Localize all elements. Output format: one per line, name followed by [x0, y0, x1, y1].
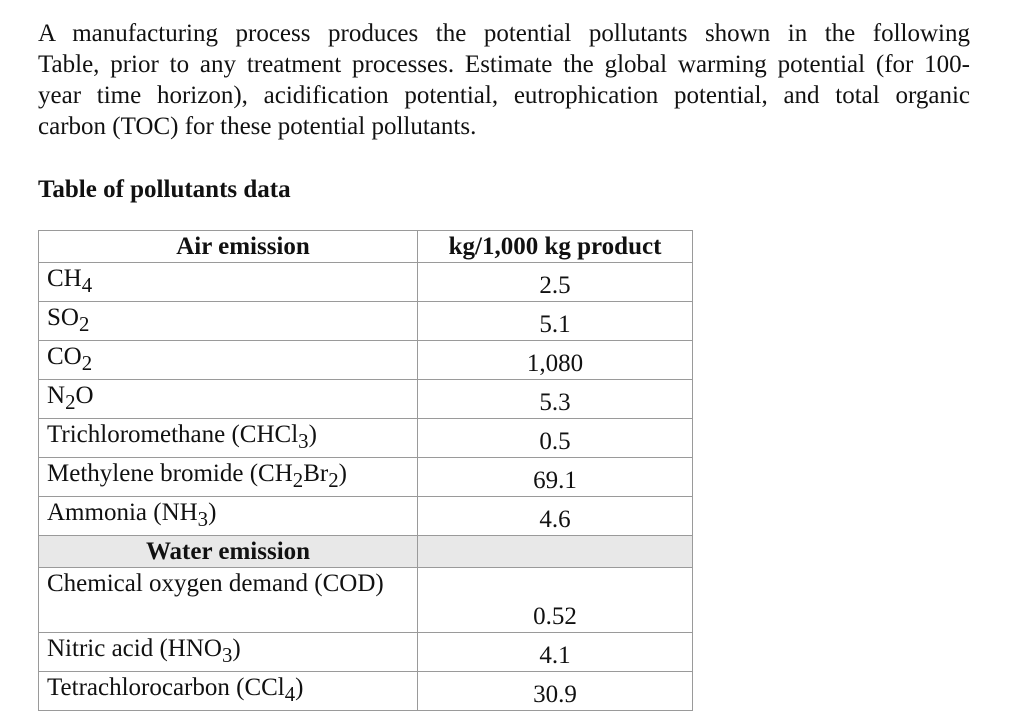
pollutant-name: $SO_2$	[39, 302, 418, 341]
problem-line: year time horizon), acidification potential, eutrophication potential, and total organic	[38, 82, 970, 109]
table-row	[39, 672, 693, 711]
table-row	[39, 497, 693, 536]
pollutant-name: Trichloromethane (CHCl$_3$)	[39, 419, 418, 458]
pollutant-name: $CH_4$	[39, 263, 418, 302]
pollutants-table	[38, 230, 693, 711]
pollutant-value: 4.6	[418, 497, 693, 536]
pollutant-value: 0.5	[418, 419, 693, 458]
pollutant-name: Chemical oxygen demand (COD)	[39, 568, 418, 633]
header-air-emission: Air emission	[39, 231, 418, 263]
table-row	[39, 419, 693, 458]
pollutant-value: 1,080	[418, 341, 693, 380]
pollutant-value: 4.1	[418, 633, 693, 672]
pollutant-value: 5.3	[418, 380, 693, 419]
pollutant-value: 5.1	[418, 302, 693, 341]
table-header-row	[39, 231, 693, 263]
table-row	[39, 633, 693, 672]
pollutant-name: $CO_2$	[39, 341, 418, 380]
problem-line: A manufacturing process produces the potential pollutants shown in the following	[38, 20, 970, 47]
pollutant-name: Methylene bromide $(CH_2Br_2)$	[39, 458, 418, 497]
problem-line: carbon (TOC) for these potential pollutants.	[38, 113, 477, 140]
pollutant-value: 69.1	[418, 458, 693, 497]
pollutant-value: 30.9	[418, 672, 693, 711]
problem-line: Table, prior to any treatment processes. Estimate the global warming potential (for 100-	[38, 51, 970, 78]
pollutant-name: $N_2O$	[39, 380, 418, 419]
pollutant-name: Nitric acid $(HNO_3)$	[39, 633, 418, 672]
header-units: kg/1,000 kg product	[418, 231, 693, 263]
table-row	[39, 568, 693, 633]
pollutant-value: 2.5	[418, 263, 693, 302]
water-emission-section-row	[39, 536, 693, 568]
pollutant-name: Tetrachlorocarbon (CCl$_4$)	[39, 672, 418, 711]
problem-statement	[38, 18, 970, 142]
table-row	[39, 341, 693, 380]
empty-cell	[418, 536, 693, 568]
table-row	[39, 380, 693, 419]
table-caption: Table of pollutants data	[38, 176, 291, 203]
pollutant-value: 0.52	[418, 568, 693, 633]
pollutant-name: Ammonia $(NH_3)$	[39, 497, 418, 536]
table-row	[39, 302, 693, 341]
water-emission-label: Water emission	[39, 536, 418, 568]
table-row	[39, 263, 693, 302]
table-row	[39, 458, 693, 497]
